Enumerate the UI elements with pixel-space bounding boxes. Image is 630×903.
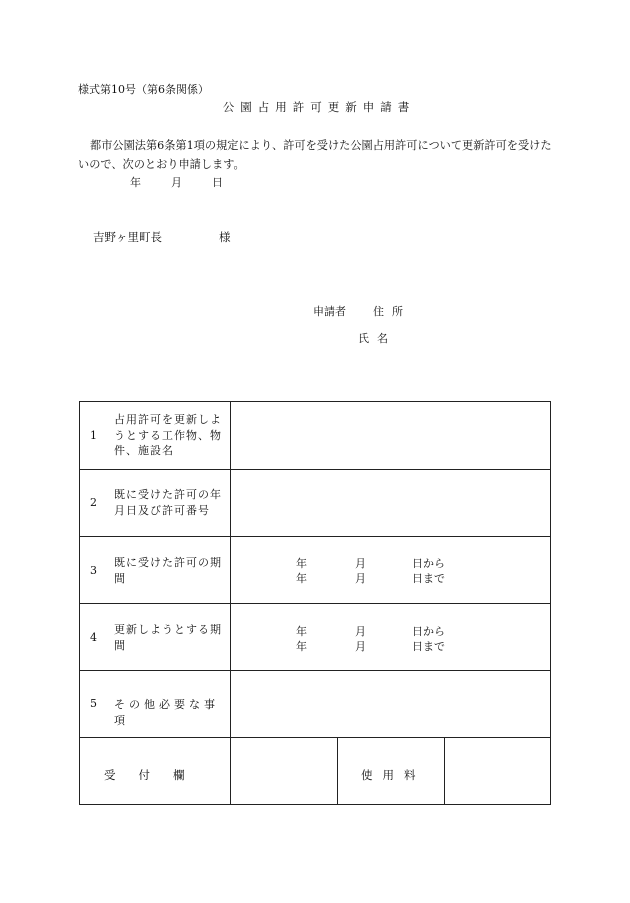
period-from: 日から xyxy=(412,557,445,570)
date-line xyxy=(130,174,223,190)
row-label: 更新しようとする期間 xyxy=(114,623,222,652)
period-month: 月 xyxy=(355,625,366,638)
application-statement: 都市公園法第6条第1項の規定により、許可を受けた公園占用許可について更新許可を受けたいので、次のとおり申請します。 xyxy=(78,139,552,171)
period-year: 年 xyxy=(296,640,307,653)
table-row xyxy=(80,603,230,670)
period-from: 日から xyxy=(412,625,445,638)
row-number: 5 xyxy=(90,697,97,710)
honorific: 様 xyxy=(219,230,231,244)
reception-label: 受 付 欄 xyxy=(104,768,185,782)
period-year: 年 xyxy=(296,557,307,570)
row-number: 2 xyxy=(90,496,97,509)
row-number: 1 xyxy=(90,429,97,442)
row-label: 既に受けた許可の期間 xyxy=(114,556,222,585)
period-to: 日まで xyxy=(412,640,445,653)
date-day: 日 xyxy=(212,176,223,189)
row-label: 既に受けた許可の年月日及び許可番号 xyxy=(114,488,222,517)
table-row xyxy=(80,670,230,737)
row-label: その他必要な事項 xyxy=(114,698,219,727)
footer-row xyxy=(80,737,550,805)
applicant-address-label: 住所 xyxy=(373,305,411,318)
period-month: 月 xyxy=(355,640,366,653)
applicant-name-label: 氏名 xyxy=(358,332,396,345)
period-year: 年 xyxy=(296,572,307,585)
row-number: 4 xyxy=(90,631,97,644)
table-row xyxy=(80,536,230,603)
addressee: 吉野ヶ里町長 xyxy=(93,230,162,244)
fee-label: 使用料 xyxy=(361,768,426,782)
row-label: 占用許可を更新しようとする工作物、物件、施設名 xyxy=(114,413,222,457)
document-title: 公園占用許可更新申請書 xyxy=(222,100,416,114)
table-row xyxy=(80,469,230,536)
date-year: 年 xyxy=(130,176,141,189)
period-to: 日まで xyxy=(412,572,445,585)
table-row xyxy=(80,402,230,469)
applicant-label: 申請者 xyxy=(313,305,346,318)
row-number: 3 xyxy=(90,564,97,577)
date-month: 月 xyxy=(171,176,182,189)
period-month: 月 xyxy=(355,557,366,570)
application-table xyxy=(79,401,551,805)
form-number: 様式第10号（第6条関係） xyxy=(78,83,209,96)
period-year: 年 xyxy=(296,625,307,638)
period-month: 月 xyxy=(355,572,366,585)
